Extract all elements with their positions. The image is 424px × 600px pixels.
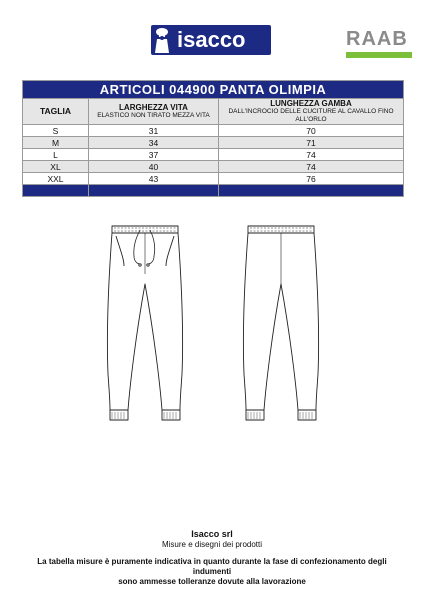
col-header-size: TAGLIA <box>23 99 89 125</box>
table-row <box>23 173 404 185</box>
cell-leg: 74 <box>219 161 404 173</box>
disclaimer-line-2: sono ammesse tolleranze dovute alla lavorazione <box>118 577 306 586</box>
pants-back-drawing <box>236 214 326 436</box>
col-header-leg-note: DALL'INCROCIO DELLE CUCITURE AL CAVALLO FINO ALL'ORLO <box>228 108 394 123</box>
col-header-waist-note: ELASTICO NON TIRATO MEZZA VITA <box>97 112 210 119</box>
disclaimer <box>20 557 404 587</box>
cell-size: S <box>23 125 89 137</box>
table-row <box>23 125 404 137</box>
cell-waist: 37 <box>89 149 219 161</box>
table-row <box>23 137 404 149</box>
company-name: Isacco srl <box>191 529 233 539</box>
table-row <box>23 149 404 161</box>
isacco-logo <box>151 25 271 55</box>
col-header-waist <box>89 99 219 125</box>
chef-figure-icon <box>151 25 175 55</box>
raab-logo <box>346 28 416 62</box>
isacco-logo-text: isacco <box>177 27 246 52</box>
cell-size: M <box>23 137 89 149</box>
cell-leg: 71 <box>219 137 404 149</box>
raab-logo-bar <box>346 52 412 58</box>
cell-size: XL <box>23 161 89 173</box>
cell-leg: 76 <box>219 173 404 185</box>
pants-front-drawing <box>100 214 190 436</box>
cell-leg: 74 <box>219 149 404 161</box>
cell-size: L <box>23 149 89 161</box>
col-header-waist-label: LARGHEZZA VITA <box>119 103 188 112</box>
col-header-leg <box>219 99 404 125</box>
cell-waist: 31 <box>89 125 219 137</box>
table-title: ARTICOLI 044900 PANTA OLIMPIA <box>23 81 404 99</box>
cell-waist: 40 <box>89 161 219 173</box>
cell-waist: 43 <box>89 173 219 185</box>
table-footer-bar <box>23 185 404 197</box>
size-table <box>22 80 404 197</box>
raab-logo-text: RAAB <box>346 28 408 50</box>
cell-waist: 34 <box>89 137 219 149</box>
table-row <box>23 161 404 173</box>
disclaimer-line-1: La tabella misure è puramente indicativa in quanto durante la fase di confezionamento degli indumenti <box>37 557 387 576</box>
cell-leg: 70 <box>219 125 404 137</box>
cell-size: XXL <box>23 173 89 185</box>
footer-subtitle: Misure e disegni dei prodotti <box>161 540 263 549</box>
col-header-leg-label: LUNGHEZZA GAMBA <box>270 99 352 108</box>
